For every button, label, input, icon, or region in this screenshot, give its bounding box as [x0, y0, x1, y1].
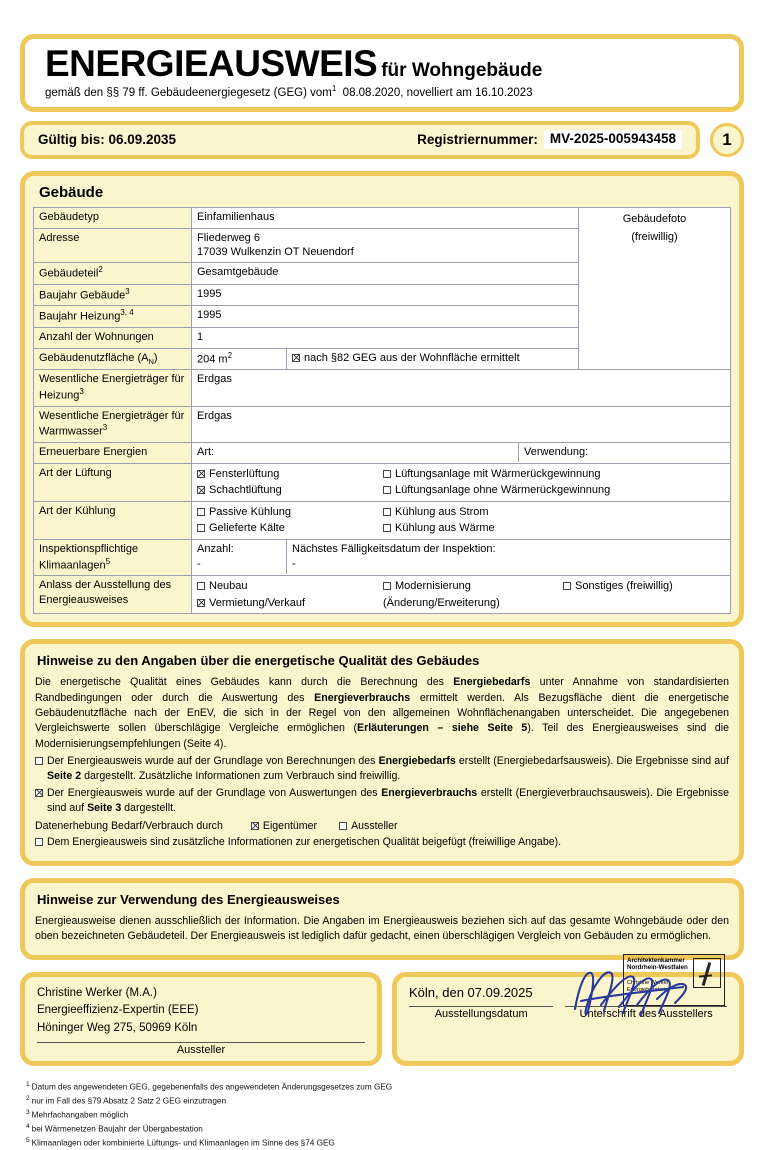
footnote-4-text: bei Wärmenetzen Baujahr der Übergabestation [31, 1124, 203, 1134]
footnote-marker-3: 3 [125, 286, 130, 296]
row-value-kuehlung [192, 501, 731, 539]
footnote-marker-warmwasser: 3 [102, 423, 108, 433]
footnote-2 [26, 1094, 744, 1108]
checkbox-energiebedarfsausweis[interactable] [35, 757, 43, 765]
chamber-stamp [623, 954, 725, 1006]
document-title-line [45, 45, 719, 83]
qn-bedarf-a: Der Energieausweis wurde auf der Grundlage von Berechnungen des [47, 755, 379, 768]
law-reference-prefix: gemäß den §§ 79 ff. Gebäudeenergiegesetz (GEG) vom [45, 86, 332, 99]
option-label-lueftungsanlage-ohne-wrg: Lüftungsanlage ohne Wärmerückgewinnung [395, 484, 611, 497]
row-value-lueftung [192, 463, 731, 501]
nutzflaeche-label-end: ) [153, 351, 158, 364]
anlass-empty-cell [563, 595, 725, 612]
quality-notes-body [35, 675, 729, 851]
erneuerbare-art-field[interactable] [192, 443, 518, 462]
quality-notes-title: Hinweise zu den Angaben über die energetische Qualität des Gebäudes [37, 653, 480, 669]
option-label-modernisierung: Modernisierung [395, 580, 471, 593]
footnote-1 [26, 1080, 744, 1094]
stamp-person-name: Christine Werker [627, 980, 669, 987]
row-value-anzahl-wohnungen: 1 [192, 327, 579, 348]
row-label-energietraeger-heizung [34, 370, 192, 406]
issuer-caption: Aussteller [176, 1043, 226, 1056]
valid-until-label: Gültig bis: 06.09.2035 [38, 132, 177, 148]
option-neubau[interactable] [197, 578, 383, 595]
datenerhebung-row [35, 818, 729, 835]
checkbox-kuehlung-aus-waerme[interactable] [383, 524, 391, 532]
signature-caption: Unterschrift des Ausstellers [579, 1007, 713, 1020]
option-energiebedarfsausweis[interactable] [35, 754, 729, 785]
issue-date-column [409, 985, 553, 1020]
row-label-lueftung: Art der Lüftung [34, 463, 192, 501]
law-reference [45, 84, 719, 99]
address-line-1: Fliederweg 6 [197, 231, 260, 244]
nutzflaeche-method-option[interactable] [287, 349, 578, 370]
option-label-vermietung-verkauf: Vermietung/Verkauf [209, 596, 306, 609]
issuer-name: Christine Werker (M.A.) [37, 986, 157, 999]
option-label-lueftungsanlage-mit-wrg: Lüftungsanlage mit Wärmerückgewinnung [395, 467, 601, 480]
table-row-anlass [34, 576, 731, 614]
nutzflaeche-subscript: N [148, 356, 154, 366]
row-label-anzahl-wohnungen: Anzahl der Wohnungen [34, 327, 192, 348]
issue-date-caption: Ausstellungsdatum [434, 1007, 528, 1020]
energieverbrauchsausweis-text [47, 786, 729, 817]
qn-verbrauch-c: erstellt (Energieverbrauchsausweis). Die Ergebnisse sind auf [47, 786, 729, 815]
checkbox-sonstiges[interactable] [563, 582, 571, 590]
row-label-baujahr-gebaeude-text: Baujahr Gebäude [39, 289, 126, 302]
row-value-adresse [192, 228, 579, 263]
row-label-anlass: Anlass der Ausstellung des Energieausweises [34, 576, 192, 614]
option-gelieferte-kaelte[interactable] [197, 520, 383, 537]
checkbox-datenerhebung-aussteller[interactable] [339, 822, 347, 830]
row-label-gebaeudeteil-text: Gebäudeteil [39, 267, 99, 280]
datenerhebung-option-aussteller: Aussteller [351, 819, 398, 832]
kuehlung-options-line2 [197, 520, 725, 537]
klimaanlagen-anzahl-value: - [197, 557, 201, 570]
klimaanlagen-anzahl-label: Anzahl: [197, 542, 234, 555]
option-modernisierung[interactable] [383, 578, 563, 595]
page-title: ENERGIEAUSWEIS [45, 43, 378, 84]
row-label-baujahr-heizung [34, 306, 192, 328]
date-signature-block [392, 956, 744, 1066]
law-footnote-marker: 1 [331, 83, 337, 93]
law-reference-date: 08.08.2020, novelliert am 16.10.2023 [342, 86, 533, 99]
row-label-erneuerbare: Erneuerbare Energien [34, 442, 192, 463]
row-label-energietraeger-heizung-text: Wesentliche Energieträger für Heizung [39, 373, 185, 402]
photo-label-line2: (freiwillig) [631, 231, 678, 244]
table-row-energietraeger-heizung [34, 370, 731, 406]
building-table [33, 207, 731, 615]
energiebedarfsausweis-text [47, 754, 729, 785]
architect-chamber-logo-icon [693, 958, 721, 988]
usage-notes-title: Hinweise zur Verwendung des Energieausweises [37, 891, 340, 907]
checkbox-schachtlueftung[interactable] [197, 486, 205, 494]
issuer-address: Höninger Weg 275, 50969 Köln [37, 1022, 198, 1035]
table-row-gebaeudetyp [34, 207, 731, 228]
registration-number-label: Registriernummer: [417, 132, 538, 148]
page-subtitle: für Wohngebäude [381, 60, 543, 81]
building-section-title: Gebäude [39, 183, 104, 201]
table-row-erneuerbare [34, 442, 731, 463]
usage-notes-section [20, 878, 744, 960]
table-row-kuehlung [34, 501, 731, 539]
qn-bedarf-e: dargestellt. Zusätzliche Informationen zum Verbrauch sind freiwillig. [81, 770, 401, 783]
datenerhebung-option-eigentuemer: Eigentümer [262, 819, 318, 832]
option-modernisierung-note [383, 595, 563, 612]
signature-row [20, 956, 744, 1066]
option-vermietung-verkauf[interactable] [197, 595, 383, 612]
footnote-1-number: 1 [26, 1080, 30, 1088]
page-number-badge: 1 [710, 123, 744, 157]
row-label-energietraeger-warmwasser [34, 406, 192, 442]
stamp-chamber-line2: Nordrhein-Westfalen [627, 964, 688, 972]
checkbox-lueftungsanlage-mit-wrg[interactable] [383, 470, 391, 478]
row-value-erneuerbare [192, 442, 731, 463]
footnote-3-text: Mehrfachangaben möglich [31, 1110, 129, 1120]
row-label-baujahr-heizung-text: Baujahr Heizung [39, 310, 121, 323]
checkbox-vermietung-verkauf[interactable] [197, 599, 205, 607]
option-schachtlueftung[interactable] [197, 482, 383, 499]
footnotes-block [20, 1080, 744, 1150]
row-label-klimaanlagen-text: Inspektionspflichtige Klimaanlagen [39, 542, 139, 572]
datenerhebung-label: Datenerhebung Bedarf/Verbrauch durch [35, 819, 223, 832]
usage-notes-body: Energieausweise dienen ausschließlich der Information. Die Angaben im Energieausweis beziehen sich auf das gesamte Wohngebäude oder den oben bezeichneten Gebäudeteil. Der Energieausweis ist lediglich dafür gedacht, einen überschlägigen Vergleich von Gebäuden zu ermöglichen. [35, 914, 729, 943]
row-value-gebaeudetyp: Einfamilienhaus [192, 207, 579, 228]
checkbox-passive-kuehlung[interactable] [197, 508, 205, 516]
registration-number-value: MV-2025-005943458 [544, 130, 682, 150]
qn-verbrauch-e: dargestellt. [121, 802, 176, 815]
checkbox-datenerhebung-eigentuemer[interactable] [251, 822, 259, 830]
option-label-kuehlung-aus-waerme: Kühlung aus Wärme [395, 522, 495, 535]
option-energieverbrauchsausweis[interactable] [35, 786, 729, 817]
footnote-marker-5: 5 [105, 556, 111, 566]
anlass-options-line2 [197, 595, 725, 612]
erneuerbare-art-label: Art: [197, 445, 215, 458]
lueftung-options-line2 [197, 482, 725, 499]
row-label-baujahr-gebaeude [34, 284, 192, 306]
checkbox-nutzflaeche-method[interactable] [292, 354, 300, 362]
footnote-5-text: Klimaanlagen oder kombinierte Lüftungs- und Klimaanlagen im Sinne des §74 GEG [31, 1138, 335, 1148]
anlass-options-line1 [197, 578, 725, 595]
row-label-klimaanlagen [34, 539, 192, 575]
qn-bedarf-d: Seite 2 [47, 770, 82, 783]
energy-certificate-page [0, 34, 764, 1148]
table-row-energietraeger-warmwasser [34, 406, 731, 442]
qn-p1-b: Energiebedarfs [453, 676, 531, 689]
building-photo-placeholder [579, 207, 731, 370]
qn-p1-a: Die energetische Qualität eines Gebäudes kann durch die Berechnung des [35, 676, 454, 689]
row-value-gebaeudeteil: Gesamtgebäude [192, 263, 579, 285]
nutzflaeche-method-label: nach §82 GEG aus der Wohnfläche ermittelt [304, 351, 520, 364]
checkbox-modernisierung[interactable] [383, 582, 391, 590]
qn-bedarf-b: Energiebedarfs [378, 755, 456, 768]
footnote-1-text: Datum des angewendeten GEG, gegebenenfalls des angewendeten Änderungsgesetzes zum GEG [31, 1082, 393, 1092]
stamp-person-role: Energieberaterin [627, 987, 669, 994]
validity-bar [20, 121, 700, 159]
klimaanlagen-faellig-label: Nächstes Fälligkeitsdatum der Inspektion: [292, 542, 496, 555]
row-value-nutzflaeche [192, 348, 579, 370]
option-sonstiges[interactable] [563, 578, 725, 595]
qn-p1-e: ermittelt werden. Als Bezugsfläche dient die energetische Gebäudenutzfläche nach der EnEV, die sich in der Regel von den allgemeinen Wohnflächenangaben unterscheidet. Die angegebenen Vergleichswerte sollen überschlägige Vergleiche ermöglichen ( [35, 691, 729, 735]
issue-date-value: Köln, den 07.09.2025 [409, 984, 533, 1000]
row-label-nutzflaeche-text: Gebäudenutzfläche (A [39, 351, 149, 364]
qn-verbrauch-a: Der Energieausweis wurde auf der Grundlage von Auswertungen des [47, 786, 382, 799]
footnote-marker-3-4: 3, 4 [120, 308, 134, 318]
row-label-nutzflaeche [34, 348, 192, 370]
option-kuehlung-aus-strom[interactable] [383, 504, 725, 521]
footnote-marker-heizung: 3 [79, 387, 84, 397]
issuer-block [20, 972, 382, 1066]
table-row-klimaanlagen [34, 539, 731, 575]
qn-p1-g: ). Teil des Energieausweises sind die Modernisierungsempfehlungen (Seite 4). [35, 722, 729, 750]
photo-label-line1: Gebäudefoto [622, 212, 687, 225]
footnote-2-text: nur im Fall des §79 Absatz 2 Satz 2 GEG einzutragen [31, 1096, 227, 1106]
footnote-3 [26, 1108, 744, 1122]
qn-p1-d: Energieverbrauchs [314, 691, 411, 704]
nutzflaeche-number: 204 m [197, 353, 228, 366]
qn-verbrauch-d: Seite 3 [87, 802, 122, 815]
option-label-kuehlung-aus-strom: Kühlung aus Strom [395, 505, 489, 518]
row-label-kuehlung: Art der Kühlung [34, 501, 192, 539]
qn-bedarf-c: erstellt (Energiebedarfsausweis). Die Ergebnisse sind auf [455, 755, 729, 768]
signature-column [565, 956, 727, 1020]
klimaanlagen-anzahl-field [192, 540, 287, 574]
klimaanlagen-faellig-value: - [292, 557, 296, 570]
row-value-baujahr-heizung: 1995 [192, 306, 579, 328]
erneuerbare-verwendung-label: Verwendung: [524, 445, 589, 458]
address-line-2: 17039 Wulkenzin OT Neuendorf [197, 246, 354, 259]
kuehlung-options-line1 [197, 504, 725, 521]
row-value-energietraeger-heizung: Erdgas [192, 370, 731, 406]
option-label-fensterlueftung: Fensterlüftung [209, 467, 280, 480]
option-label-passive-kuehlung: Passive Kühlung [209, 505, 291, 518]
qn-p1-c: unter Annahme von standardisierten Randbedingungen oder durch die Auswertung des [35, 676, 729, 704]
qn-verbrauch-b: Energieverbrauchs [381, 786, 478, 799]
row-value-klimaanlagen [192, 539, 731, 575]
building-section [20, 171, 744, 628]
klimaanlagen-faellig-field [287, 540, 730, 574]
validity-row [20, 121, 744, 159]
option-kuehlung-aus-waerme[interactable] [383, 520, 725, 537]
qn-p1-f: Erläuterungen – siehe Seite 5 [357, 722, 528, 735]
footnote-marker-2: 2 [98, 265, 103, 275]
option-lueftungsanlage-mit-wrg[interactable] [383, 466, 725, 483]
footnote-4 [26, 1122, 744, 1136]
row-label-gebaeudeteil [34, 263, 192, 285]
option-passive-kuehlung[interactable] [197, 504, 383, 521]
zusatzinformationen-text: Dem Energieausweis sind zusätzliche Informationen zur energetischen Qualität beigefügt (freiwillige Angabe). [47, 836, 562, 849]
row-value-energietraeger-warmwasser: Erdgas [192, 406, 731, 442]
option-label-neubau: Neubau [209, 580, 248, 593]
row-value-baujahr-gebaeude: 1995 [192, 284, 579, 306]
document-header [20, 34, 744, 112]
checkbox-fensterlueftung[interactable] [197, 470, 205, 478]
nutzflaeche-unit-exponent: 2 [227, 350, 233, 360]
row-label-adresse: Adresse [34, 228, 192, 263]
checkbox-lueftungsanlage-ohne-wrg[interactable] [383, 486, 391, 494]
option-lueftungsanlage-ohne-wrg[interactable] [383, 482, 725, 499]
checkbox-kuehlung-aus-strom[interactable] [383, 508, 391, 516]
quality-notes-section [20, 639, 744, 866]
nutzflaeche-area-value [192, 349, 287, 370]
option-label-schachtlueftung: Schachtlüftung [209, 484, 282, 497]
option-label-gelieferte-kaelte: Gelieferte Kälte [209, 522, 285, 535]
issuer-qualification: Energieeffizienz-Expertin (EEE) [37, 1004, 199, 1017]
footnote-3-number: 3 [26, 1109, 30, 1116]
quality-notes-paragraph [35, 675, 729, 752]
option-label-modernisierung-note: (Änderung/Erweiterung) [383, 596, 500, 609]
footnote-4-number: 4 [26, 1123, 30, 1131]
checkbox-gelieferte-kaelte[interactable] [197, 524, 205, 532]
option-label-sonstiges: Sonstiges (freiwillig) [575, 580, 673, 593]
footnote-2-number: 2 [26, 1094, 30, 1102]
option-zusatzinformationen[interactable] [35, 835, 729, 850]
checkbox-zusatzinformationen[interactable] [35, 838, 43, 846]
stamp-chamber-line1: Architektenkammer [627, 956, 685, 964]
checkbox-energieverbrauchsausweis[interactable] [35, 789, 43, 797]
footnote-5-number: 5 [26, 1137, 30, 1145]
checkbox-neubau[interactable] [197, 582, 205, 590]
row-label-gebaeudetyp: Gebäudetyp [34, 207, 192, 228]
lueftung-options-line1 [197, 466, 725, 483]
erneuerbare-verwendung-field[interactable] [518, 443, 730, 462]
row-label-energietraeger-warmwasser-text: Wesentliche Energieträger für Warmwasser [39, 409, 185, 439]
option-fensterlueftung[interactable] [197, 466, 383, 483]
row-value-anlass [192, 576, 731, 614]
footnote-5 [26, 1136, 744, 1150]
table-row-lueftung [34, 463, 731, 501]
